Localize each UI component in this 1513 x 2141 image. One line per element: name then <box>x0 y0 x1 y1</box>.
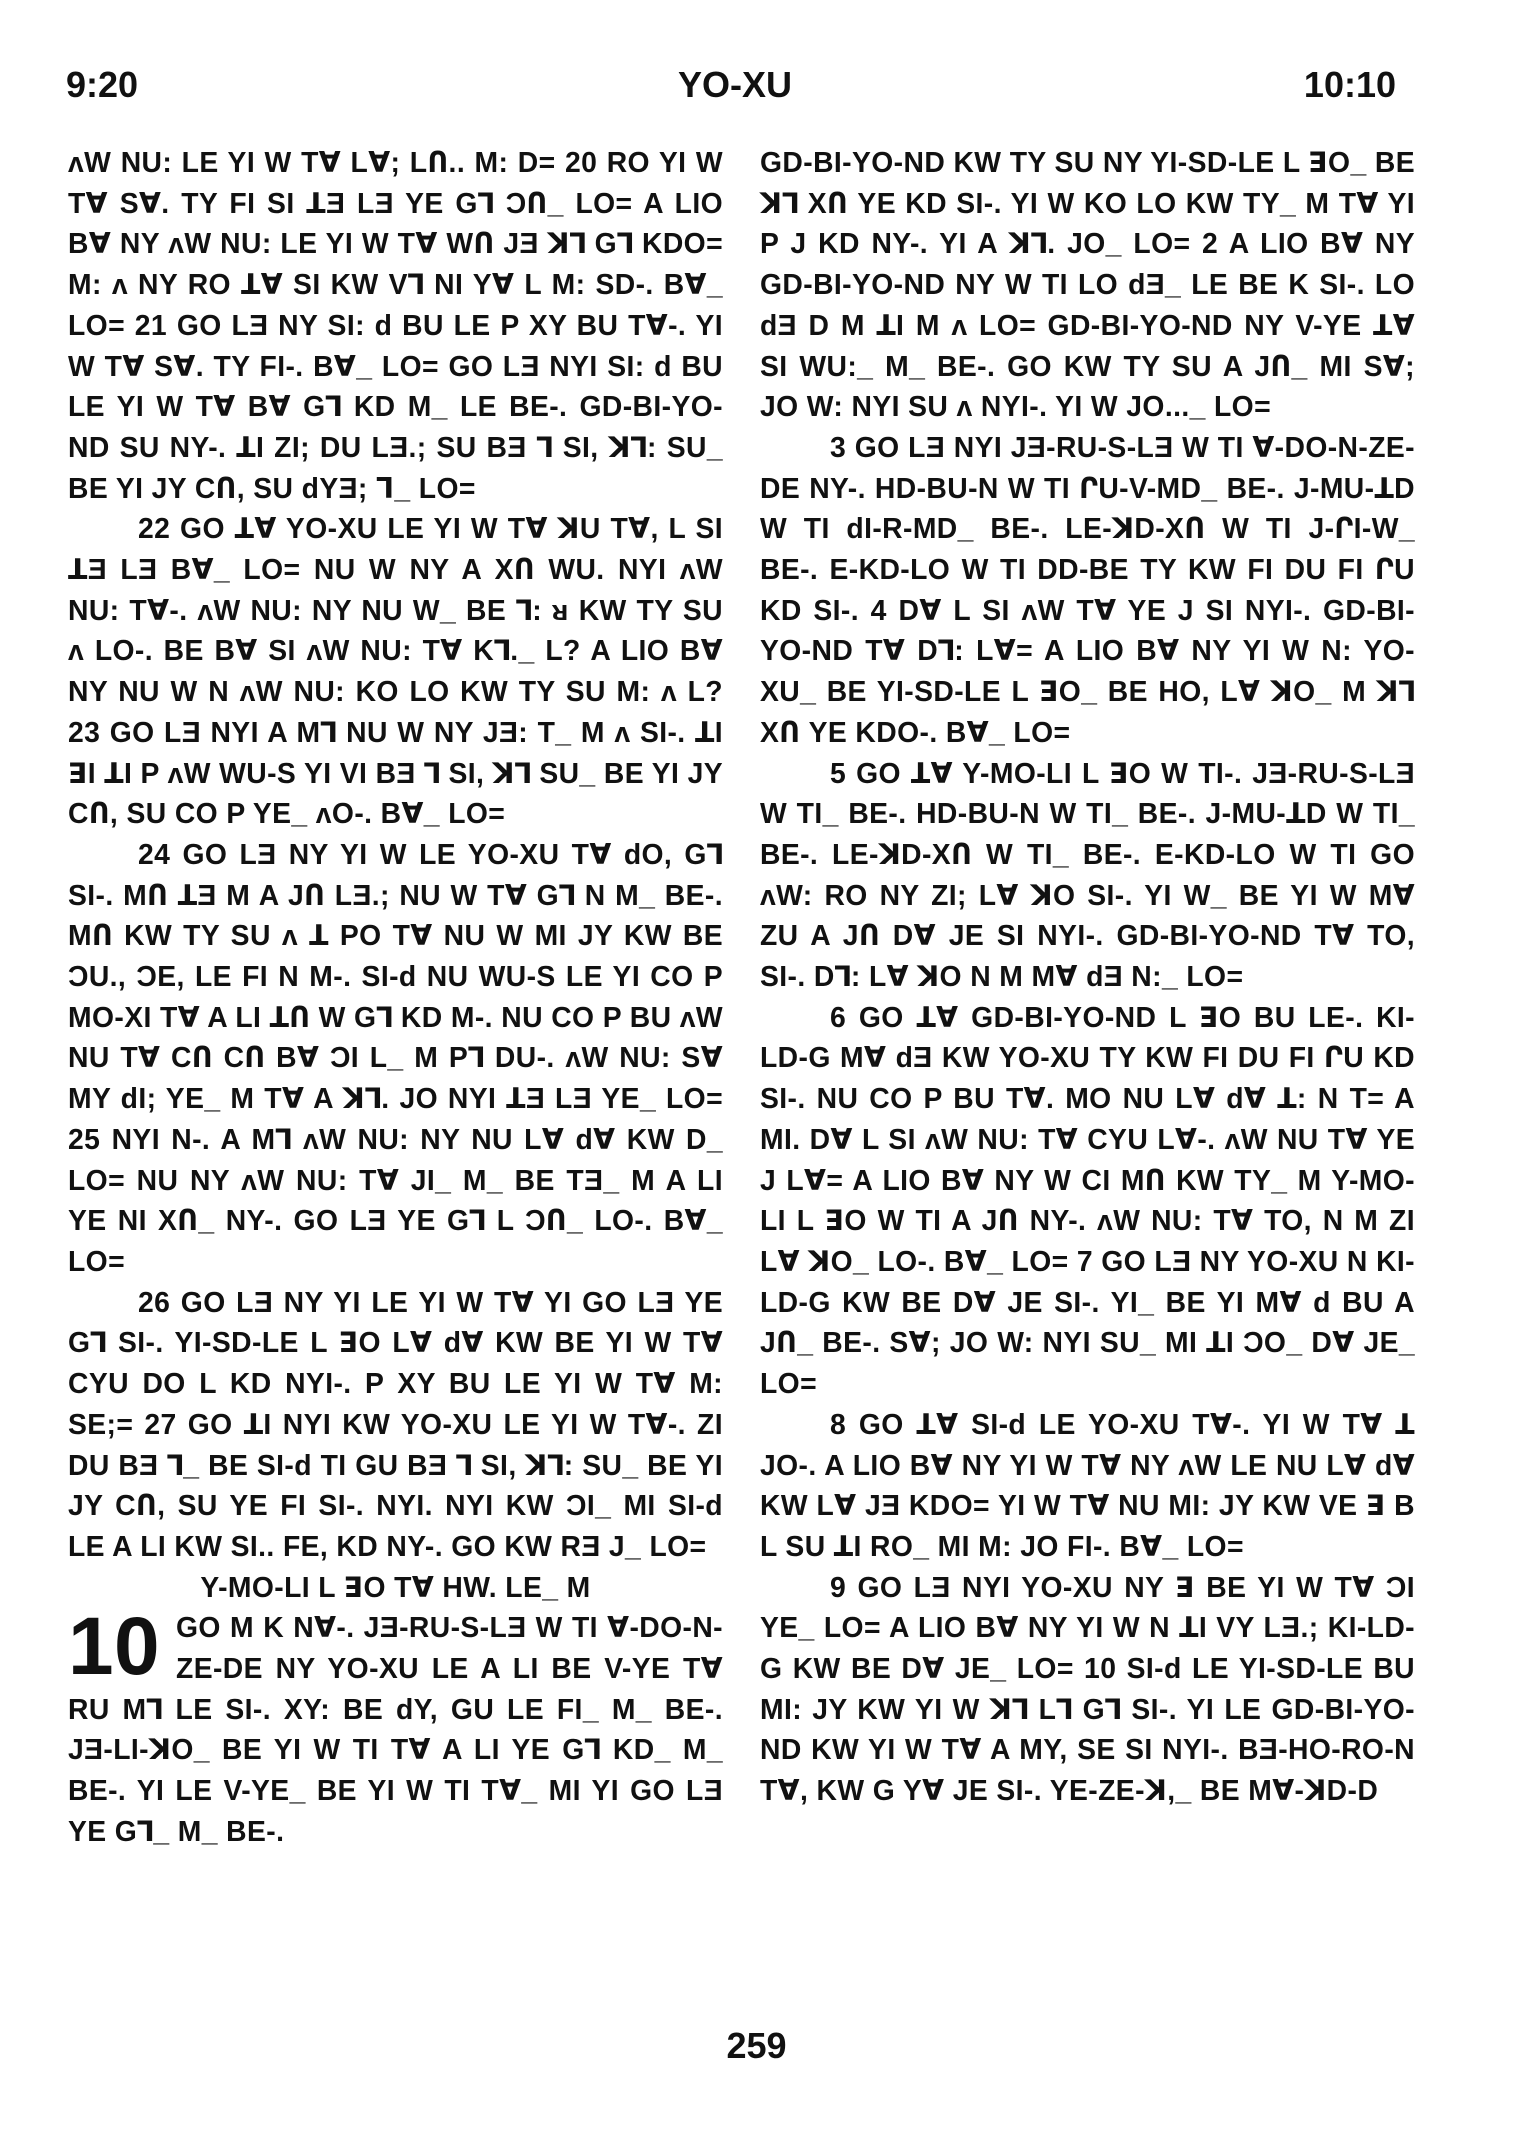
left-column <box>68 142 723 1852</box>
running-head <box>60 64 1410 114</box>
paragraph: 22 GO ꓕⱯ YO-XU LE YI W TⱯ ꓘU TⱯ, L SI ꓕƎ LƎ BⱯ_ LO= NU W NY A XՈ WU. NYI ʌW NU: TⱯ-. ʌW NU: NY NU W_ BE ꓶ: ᴚ KW TY SU ʌ LO-. BE BⱯ SI ʌW NU: TⱯ Kꓶ._ L? A LIO BⱯ NY NU W N ʌW NU: KO LO KW TY SU M: ʌ L? 23 GO LƎ NYI A Mꓶ NU W NY JƎ: T_ M ʌ SI-. ꓕI ꓱI ꓕI P ʌW WU-S YI VI BƎ ꓶ SI, ꓘꓶ SU_ BE YI JY CՈ, SU CO P YE_ ʌO-. BⱯ_ LO= <box>68 512 723 830</box>
paragraph: 5 GO ꓕⱯ Y-MO-LI L ꓱO W TI-. JƎ-RU-S-LƎ W TI_ BE-. HD-BU-N W TI_ BE-. J-MU-ꓕD W TI_ BE-. LE-ꓘD-XՈ W TI_ BE-. E-KD-LO W TI GO ʌW: RO NY ZI; LⱯ ꓘO SI-. YI W_ BE YI W MⱯ ZU A JՈ DⱯ JE SI NYI-. GD-BI-YO-ND TⱯ TO, SI-. Dꓶ: LⱯ ꓘO N M MⱯ dƎ N:_ LO= <box>760 756 1415 993</box>
paragraph-text: GO M K NⱯ-. JƎ-RU-S-LƎ W TI Ɐ-DO-N-ZE-DE NY YO-XU LE A LI BE V-YE TⱯ RU Mꓶ LE SI-. XY: BE dY, GU LE FI_ M_ BE-. JƎ-LI-ꓘO_ BE YI W TI TⱯ A LI YE Gꓶ KD_ M_ BE-. YI LE V-YE_ BE YI W TI TⱯ_ MI YI GO LƎ YE Gꓶ_ M_ BE-. <box>68 1611 723 1847</box>
paragraph: 9 GO LƎ NYI YO-XU NY ꓱ BE YI W TⱯ ϽI YE_ LO= A LIO BⱯ NY YI W N ꓕI VY LƎ.; KI-LD-G KW BE DⱯ JE_ LO= 10 SI-d LE YI-SD-LE BU MI: JY KW YI W ꓘꓶ Lꓶ Gꓶ SI-. YI LE GD-BI-YO-ND KW YI W TⱯ A MY, SE SI NYI-. BƎ-HO-RO-N TⱯ, KW G YⱯ JE SI-. YE-ZE-ꓘ,_ BE MⱯ-ꓘD-D <box>760 1570 1415 1807</box>
chapter-number-drop-cap: 10 <box>68 1601 161 1693</box>
paragraph: 26 GO LƎ NY YI LE YI W TⱯ YI GO LƎ YE Gꓶ SI-. YI-SD-LE L ꓱO LⱯ dⱯ KW BE YI W TⱯ CYU DO L KD NYI-. P XY BU LE YI W TⱯ M: SE;= 27 GO ꓕI NYI KW YO-XU LE YI W TⱯ-. ZI DU BƎ ꓶ_ BE SI-d TI GU BƎ ꓶ SI, ꓘꓶ: SU_ BE YI JY CՈ, SU YE FI SI-. NYI. NYI KW ϽI_ MI SI-d LE A LI KW SI.. FE, KD NY-. GO KW RƎ J_ LO= <box>68 1285 723 1562</box>
page-number: 259 <box>726 2025 787 2066</box>
paragraph: GD-BI-YO-ND KW TY SU NY YI-SD-LE L ꓱO_ BE ꓘꓶ XՈ YE KD SI-. YI W KO LO KW TY_ M TⱯ YI P J KD NY-. YI A ꓘꓶ. JO_ LO= 2 A LIO BⱯ NY GD-BI-YO-ND NY W TI LO dƎ_ LE BE K SI-. LO dƎ D M ꓕI M ʌ LO= GD-BI-YO-ND NY V-YE ꓕⱯ SI WU:_ M_ BE-. GO KW TY SU A JՈ_ MI SⱯ; JO W: NYI SU ʌ NYI-. YI W JO..._ LO= <box>760 146 1415 423</box>
running-head-left: 9:20 <box>66 64 139 105</box>
running-head-title: YO-XU <box>677 64 792 105</box>
section-heading: Y-MO-LI L ꓱO TⱯ HW. LE_ M <box>200 1570 591 1603</box>
paragraph: 8 GO ꓕⱯ SI-d LE YO-XU TⱯ-. YI W TⱯ ꓕ JO-. A LIO BⱯ NY YI W TⱯ NY ʌW LE NU LⱯ dⱯ KW LⱯ JƎ KDO= YI W TⱯ NU MI: JY KW VE ꓱ B L SU ꓕI RO_ MI M: JO FI-. BⱯ_ LO= <box>760 1407 1415 1562</box>
paragraph: 24 GO LƎ NY YI W LE YO-XU TⱯ dO, Gꓶ SI-. MՈ ꓕƎ M A JՈ LƎ.; NU W TⱯ Gꓶ N M_ BE-. MՈ KW TY SU ʌ ꓕ PO TⱯ NU W MI JY KW BE ϽU., ϽE, LE FI N M-. SI-d NU WU-S LE YI CO P MO-XI TⱯ A LI ꓕՈ W Gꓶ KD M-. NU CO P BU ʌW NU TⱯ CՈ CՈ BⱯ ϽI L_ M Pꓶ DU-. ʌW NU: SⱯ MY dI; YE_ M TⱯ A ꓘꓶ. JO NYI ꓕƎ LƎ YE_ LO= 25 NYI N-. A Mꓶ ʌW NU: NY NU LⱯ dⱯ KW D_ LO= NU NY ʌW NU: TⱯ JI_ M_ BE TƎ_ M A LI YE NI XՈ_ NY-. GO LƎ YE Gꓶ L ϽՈ_ LO-. BⱯ_ LO= <box>68 837 723 1277</box>
right-column <box>760 142 1415 1811</box>
running-head-right: 10:10 <box>1303 64 1396 105</box>
paragraph: ʌW NU: LE YI W TⱯ LⱯ; LՈ.. M: D= 20 RO YI W TⱯ SⱯ. TY FI SI ꓕƎ LƎ YE Gꓶ ϽՈ_ LO= A LIO BⱯ NY ʌW NU: LE YI W TⱯ WՈ JƎ ꓘꓶ Gꓶ KDO= M: ʌ NY RO ꓕⱯ SI KW Vꓶ NI YⱯ L M: SD-. BⱯ_ LO= 21 GO LƎ NY SI: d BU LE P XY BU TⱯ-. YI W TⱯ SⱯ. TY FI-. BⱯ_ LO= GO LƎ NYI SI: d BU LE YI W TⱯ BⱯ Gꓶ KD M_ LE BE-. GD-BI-YO-ND SU NY-. ꓕI ZI; DU LƎ.; SU BƎ ꓶ SI, ꓘꓶ: SU_ BE YI JY CՈ, SU dYƎ; Ꞁ_ LO= <box>68 146 723 504</box>
paragraph: 6 GO ꓕⱯ GD-BI-YO-ND L ꓱO BU LE-. KI-LD-G MⱯ dƎ KW YO-XU TY KW FI DU FI ՐU KD SI-. NU CO P BU TⱯ. MO NU LⱯ dⱯ ꓕ: N T= A MI. DⱯ L SI ʌW NU: TⱯ CYU LⱯ-. ʌW NU TⱯ YE J LⱯ= A LIO BⱯ NY W CI MՈ KW TY_ M Y-MO-LI L ꓱO W TI A JՈ NY-. ʌW NU: TⱯ TO, N M ZI LⱯ ꓘO_ LO-. BⱯ_ LO= 7 GO LƎ NY YO-XU N KI-LD-G KW BE DⱯ JE SI-. YI_ BE YI MⱯ d BU A JՈ_ BE-. SⱯ; JO W: NYI SU_ MI ꓕI ϽO_ DⱯ JE_ LO= <box>760 1000 1415 1400</box>
chapter-opening-paragraph <box>68 1601 723 1851</box>
paragraph: 3 GO LƎ NYI JƎ-RU-S-LƎ W TI Ɐ-DO-N-ZE-DE NY-. HD-BU-N W TI ՐU-V-MD_ BE-. J-MU-ꓕD W TI dI-R-MD_ BE-. LE-ꓘD-XՈ W TI J-ՐI-W_ BE-. E-KD-LO W TI DD-BE TY KW FI DU FI ՐU KD SI-. 4 DⱯ L SI ʌW TⱯ YE J SI NYI-. GD-BI-YO-ND TⱯ Dꓶ: LⱯ= A LIO BⱯ NY YI W N: YO-XU_ BE YI-SD-LE L ꓱO_ BE HO, LⱯ ꓘO_ M ꓘꓶ XՈ YE KDO-. BⱯ_ LO= <box>760 430 1415 748</box>
